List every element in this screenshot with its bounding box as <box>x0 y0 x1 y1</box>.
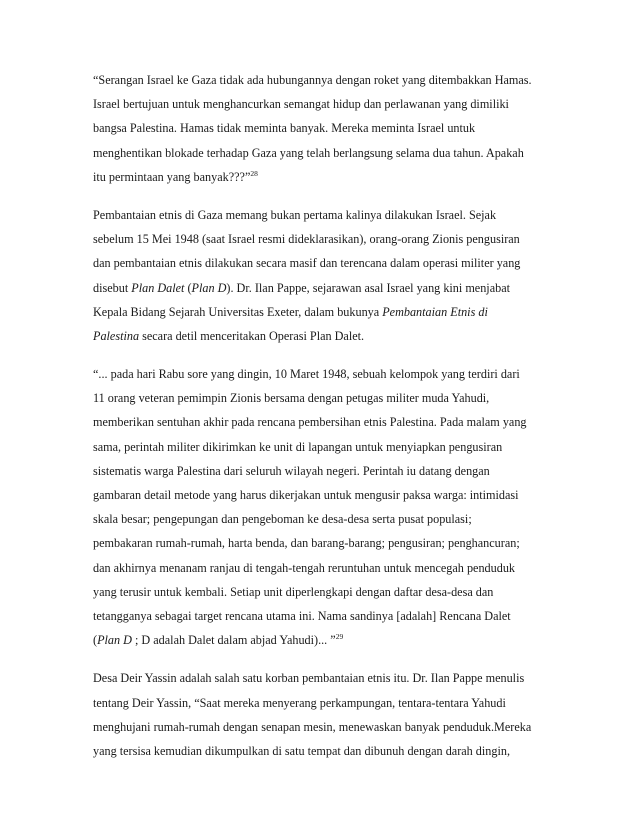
quote-paragraph-hamas <box>93 68 561 189</box>
text-line: dan pembantaian etnis dilakukan secara masif dan terencana dalam operasi militer yang <box>93 256 521 271</box>
text-line: 11 orang veteran pemimpin Zionis bersama dengan petugas militer muda Yahudi, <box>93 391 490 406</box>
text-line: Desa Deir Yassin adalah salah satu korban pembantaian etnis itu. Dr. Ilan Pappe menulis <box>93 671 525 686</box>
text-line: skala besar; pengepungan dan pengeboman ke desa-desa serta pusat populasi; <box>93 512 472 527</box>
text-span: itu permintaan yang banyak???” <box>93 169 251 184</box>
text-line: Israel bertujuan untuk menghancurkan semangat hidup dan perlawanan yang dimiliki <box>93 97 509 112</box>
text-line: “Serangan Israel ke Gaza tidak ada hubungannya dengan roket yang ditembakkan Hamas. <box>93 73 532 87</box>
text-span: ( <box>184 280 192 295</box>
text-line: sama, perintah militer dikirimkan ke unit di lapangan untuk menyiapkan pengusiran <box>93 439 503 454</box>
italic-term: Plan Dalet <box>131 280 185 295</box>
text-line: menghentikan blokade terhadap Gaza yang telah berlangsung selama dua tahun. Apakah <box>93 145 524 160</box>
text-line: yang tersisa kemudian dikumpulkan di satu tempat dan dibunuh dengan darah dingin, <box>93 743 510 758</box>
text-line: menghujani rumah-rumah dengan senapan mesin, menewaskan banyak penduduk.Mereka <box>93 719 532 734</box>
text-line: yang terusir untuk kembali. Setiap unit diperlengkapi dengan daftar desa-desa dan <box>93 584 494 599</box>
text-span: ( <box>93 633 98 648</box>
footnote-marker: 29 <box>335 632 344 642</box>
book-title: Palestina <box>93 328 140 343</box>
italic-term: Plan D <box>97 633 132 648</box>
text-span: secara detil menceritakan Operasi Plan Dalet. <box>139 328 365 343</box>
text-line: dan akhirnya menanam ranjau di tengah-tengah reruntuhan untuk mencegah penduduk <box>93 560 516 575</box>
book-title: Pembantaian Etnis di <box>382 304 488 319</box>
italic-term: Plan D <box>191 280 227 295</box>
text-span: Kepala Bidang Sejarah Universitas Exeter, dalam bukunya <box>93 304 383 319</box>
text-line: pembakaran rumah-rumah, harta benda, dan barang-barang; pengusiran; penghancuran; <box>93 536 520 551</box>
text-line <box>93 628 561 652</box>
quote-paragraph-march-1948 <box>93 362 561 652</box>
text-line: “... pada hari Rabu sore yang dingin, 10 Maret 1948, sebuah kelompok yang terdiri dari <box>93 367 520 382</box>
text-span: disebut <box>93 280 132 295</box>
text-line: tetangganya sebagai target rencana utama ini. Nama sandinya [adalah] Rencana Dalet <box>93 608 511 623</box>
text-line: sistematis warga Palestina dari seluruh wilayah negeri. Perintah iu datang dengan <box>93 463 490 478</box>
text-line: Pembantaian etnis di Gaza memang bukan pertama kalinya dilakukan Israel. Sejak <box>93 207 497 222</box>
text-line <box>93 300 561 324</box>
text-line: memberikan sentuhan akhir pada rencana pembersihan etnis Palestina. Pada malam yang <box>93 415 527 430</box>
text-line: bangsa Palestina. Hamas tidak meminta banyak. Mereka meminta Israel untuk <box>93 121 476 136</box>
document-page <box>93 68 561 763</box>
text-line <box>93 276 561 300</box>
text-span: ; D adalah Dalet dalam abjad Yahudi)... ” <box>131 633 336 648</box>
text-line <box>93 324 561 348</box>
text-line: gambaran detail metode yang harus dikerjakan untuk mengusir paksa warga: intimidasi <box>93 488 519 502</box>
text-span: ). Dr. Ilan Pappe, sejarawan asal Israel yang kini menjabat <box>226 280 510 295</box>
body-paragraph-deir-yassin <box>93 666 561 763</box>
footnote-marker: 28 <box>250 168 258 178</box>
body-paragraph-plan-dalet <box>93 203 561 348</box>
text-line: sebelum 15 Mei 1948 (saat Israel resmi dideklarasikan), orang-orang Zionis pengusiran <box>93 232 520 247</box>
text-line: tentang Deir Yassin, “Saat mereka menyerang perkampungan, tentara-tentara Yahudi <box>93 695 506 710</box>
text-line <box>93 165 561 189</box>
